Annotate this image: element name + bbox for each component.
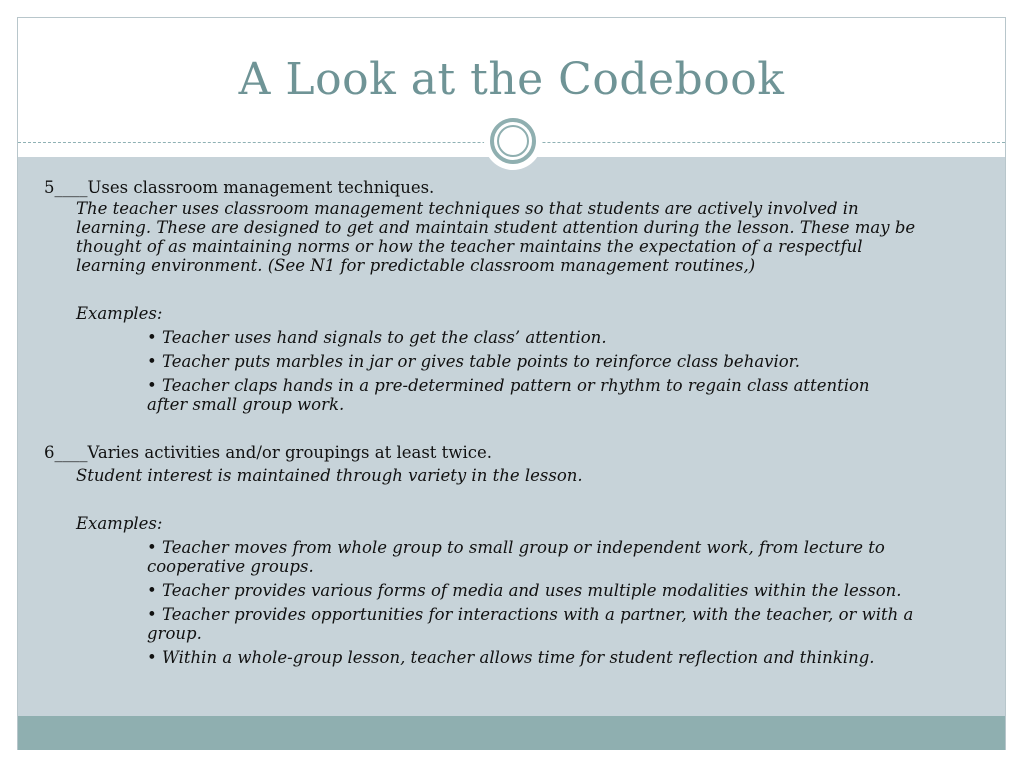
section1-example-item: • Teacher uses hand signals to get the class’ attention. xyxy=(147,328,607,347)
section1-example-item: • Teacher claps hands in a pre-determined pattern or rhythm to regain class attention xyxy=(147,376,870,395)
section1-example-item: • Teacher puts marbles in jar or gives table points to reinforce class behavior. xyxy=(147,352,801,371)
section1-heading: 5____Uses classroom management techniques. xyxy=(44,178,435,197)
section2-example-item-cont: group. xyxy=(147,624,202,643)
section2-desc-line: Student interest is maintained through variety in the lesson. xyxy=(76,466,583,485)
section1-examples-label: Examples: xyxy=(76,304,163,323)
section1-example-item-cont: after small group work. xyxy=(147,395,345,414)
section2-heading: 6____Varies activities and/or groupings at least twice. xyxy=(44,443,492,462)
section2-example-item-cont: cooperative groups. xyxy=(147,557,314,576)
section2-examples-label: Examples: xyxy=(76,514,163,533)
section1-desc-line: learning. These are designed to get and maintain student attention during the lesson. These may be xyxy=(76,218,916,237)
section2-example-item: • Teacher moves from whole group to small group or independent work, from lecture to xyxy=(147,538,885,557)
section2-example-item: • Within a whole-group lesson, teacher allows time for student reflection and thinking. xyxy=(147,648,875,667)
section2-example-item: • Teacher provides various forms of media and uses multiple modalities within the lesson. xyxy=(147,581,902,600)
section1-desc-line: thought of as maintaining norms or how the teacher maintains the expectation of a respectful xyxy=(76,237,863,256)
circle-ornament-inner-icon xyxy=(497,125,529,157)
footer-band xyxy=(18,716,1005,750)
section1-desc-line: learning environment. (See N1 for predictable classroom management routines,) xyxy=(76,256,756,275)
section2-example-item: • Teacher provides opportunities for interactions with a partner, with the teacher, or with a xyxy=(147,605,914,624)
slide xyxy=(17,17,1006,750)
slide-title: A Look at the Codebook xyxy=(238,54,785,105)
section1-desc-line: The teacher uses classroom management techniques so that students are actively involved in xyxy=(76,199,859,218)
